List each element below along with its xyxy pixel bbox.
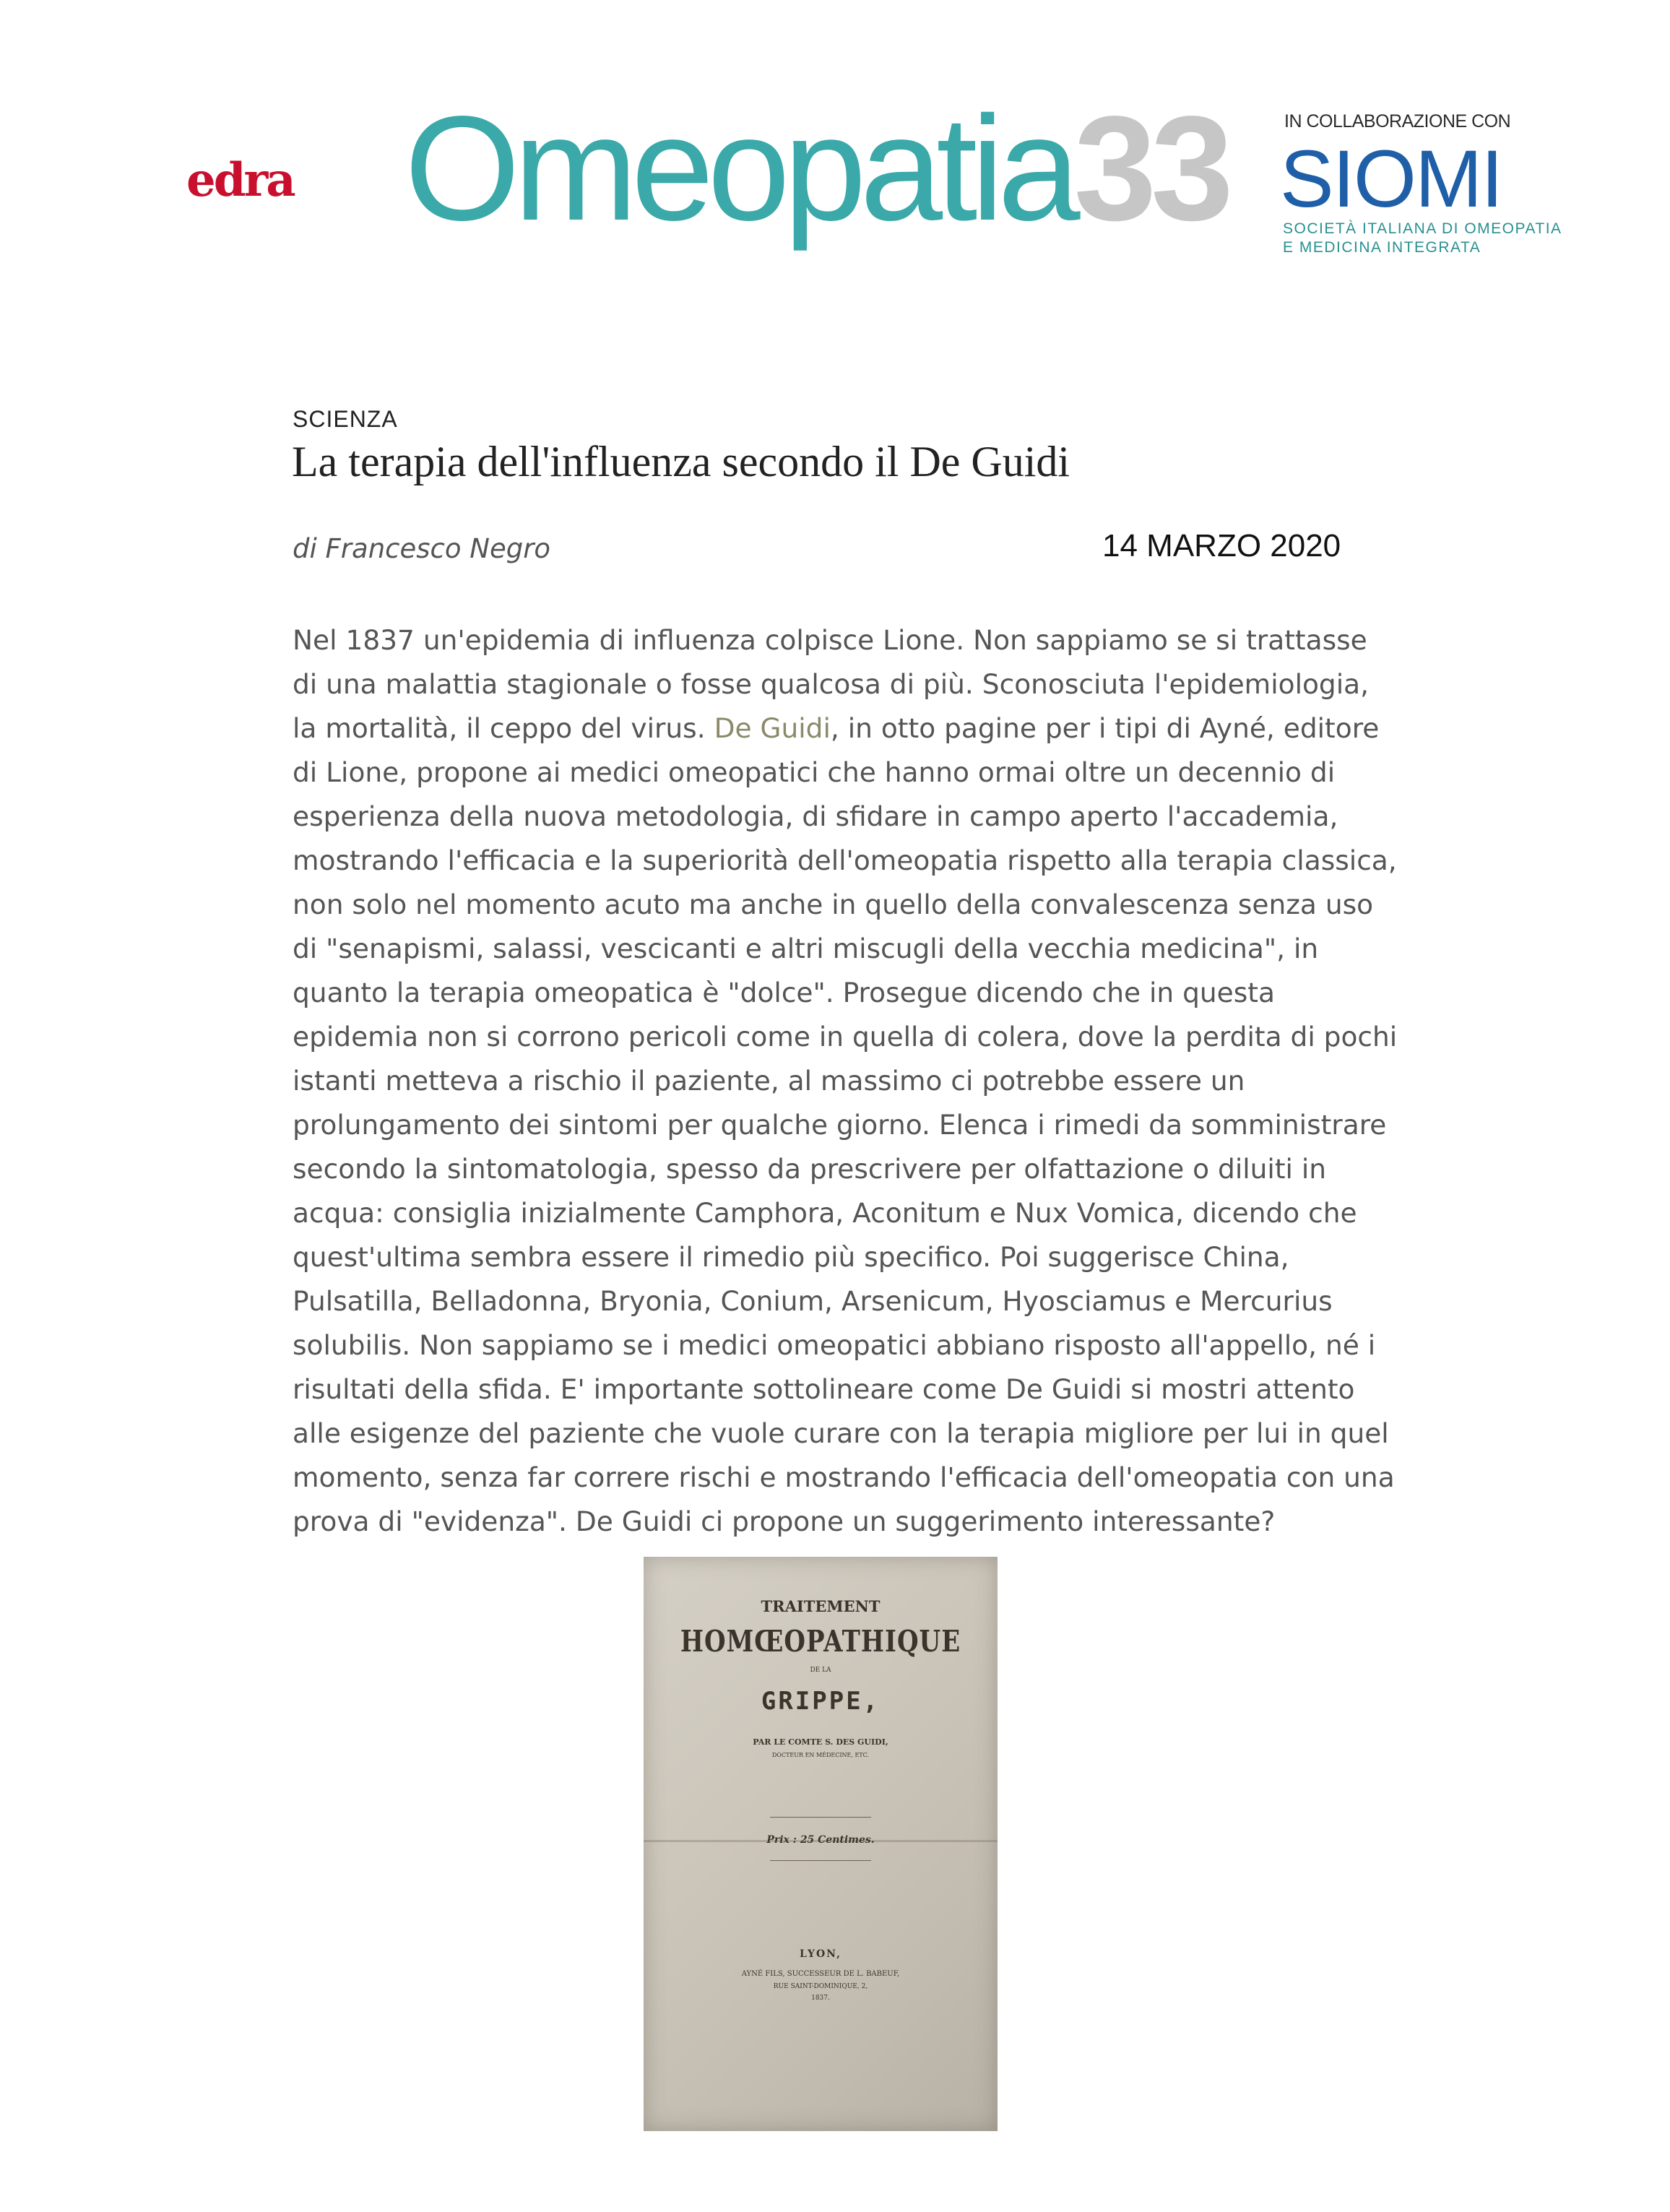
body-line: esperienza della nuova metodologia, di sfidare in campo aperto l'accademia, [293,800,1338,832]
cover-text: LYON, [800,1948,842,1960]
body-line [293,707,1506,751]
siomi-subtitle-line-1: SOCIETÀ ITALIANA DI OMEOPATIA [1283,220,1562,237]
body-line: risultati della sfida. E' importante sottolineare come De Guidi si mostri attento [293,1373,1355,1405]
article-author: di Francesco Negro [293,533,551,564]
body-line: alle esigenze del paziente che vuole curare con la terapia migliore per lui in quel [293,1417,1389,1449]
body-line: di una malattia stagionale o fosse qualcosa di più. Sconosciuta l'epidemiologia, [293,668,1370,700]
collaboration-label: IN COLLABORAZIONE CON [1284,111,1511,131]
cover-text: Prix : 25 Centimes. [766,1834,875,1846]
siomi-logo-subtitle [1283,220,1562,257]
body-line: quest'ultima sembra essere il rimedio più specifico. Poi suggerisce China, [293,1241,1289,1273]
siomi-subtitle-line-2: E MEDICINA INTEGRATA [1283,239,1481,256]
cover-rule [770,1860,871,1861]
body-text: , in otto pagine per i tipi di Ayné, editore [830,712,1380,744]
cover-text: DE LA [810,1667,831,1674]
siomi-logo[interactable]: SIOMI [1280,134,1502,224]
body-text: la mortalità, il ceppo del virus. [293,712,714,744]
de-guidi-link[interactable]: De Guidi [714,712,831,744]
edra-logo-text: edra [186,153,294,207]
body-line: istanti metteva a rischio il paziente, al massimo ci potrebbe essere un [293,1065,1245,1097]
body-line: acqua: consiglia inizialmente Camphora, Aconitum e Nux Vomica, dicendo che [293,1197,1357,1229]
body-line: epidemia non si corrono pericoli come in quella di colera, dove la perdita di pochi [293,1021,1398,1053]
body-line: prolungamento dei sintomi per qualche giorno. Elenca i rimedi da somministrare [293,1109,1387,1141]
body-line: di Lione, propone ai medici omeopatici che hanno ormai oltre un decennio di [293,756,1336,788]
cover-text: AYNÉ FILS, SUCCESSEUR DE L. BABEUF, [741,1970,900,1978]
body-line: mostrando l'efficacia e la superiorità dell'omeopatia rispetto alla terapia classica, [293,844,1397,876]
magazine-logo[interactable] [404,85,1228,251]
cover-text: GRIPPE, [761,1687,881,1716]
article-title: La terapia dell'influenza secondo il De Guidi [292,438,1070,485]
body-line: quanto la terapia omeopatica è "dolce". Prosegue dicendo che in questa [293,977,1275,1008]
body-line: prova di "evidenza". De Guidi ci propone un suggerimento interessante? [293,1505,1276,1537]
body-line: di "senapismi, salassi, vescicanti e altri miscugli della vecchia medicina", in [293,933,1319,964]
article-body [293,618,1506,1544]
magazine-logo-number: 33 [1073,85,1228,251]
cover-rule [770,1817,871,1818]
body-line: Pulsatilla, Belladonna, Bryonia, Conium, Arsenicum, Hyosciamus e Mercurius [293,1285,1333,1317]
cover-text: 1837. [811,1995,830,2002]
body-line: non solo nel momento acuto ma anche in quello della convalescenza senza uso [293,889,1374,920]
cover-text: RUE SAINT-DOMINIQUE, 2, [773,1983,868,1990]
body-line: solubilis. Non sappiamo se i medici omeopatici abbiano risposto all'appello, né i [293,1329,1376,1361]
book-cover-image [644,1557,998,2131]
cover-text: TRAITEMENT [761,1597,881,1615]
cover-text: HOMŒOPATHIQUE [680,1625,961,1659]
section-label: SCIENZA [293,406,398,432]
magazine-logo-word: Omeopatia [404,85,1074,251]
body-line: Nel 1837 un'epidemia di influenza colpisce Lione. Non sappiamo se si trattasse [293,624,1367,656]
body-line: secondo la sintomatologia, spesso da prescrivere per olfattazione o diluiti in [293,1153,1327,1185]
cover-text: PAR LE COMTE S. DES GUIDI, [753,1737,888,1747]
cover-text: DOCTEUR EN MÉDECINE, ETC. [771,1752,869,1758]
article-date: 14 MARZO 2020 [1102,528,1341,563]
body-line: momento, senza far correre rischi e mostrando l'efficacia dell'omeopatia con una [293,1461,1395,1493]
edra-logo [186,153,294,207]
